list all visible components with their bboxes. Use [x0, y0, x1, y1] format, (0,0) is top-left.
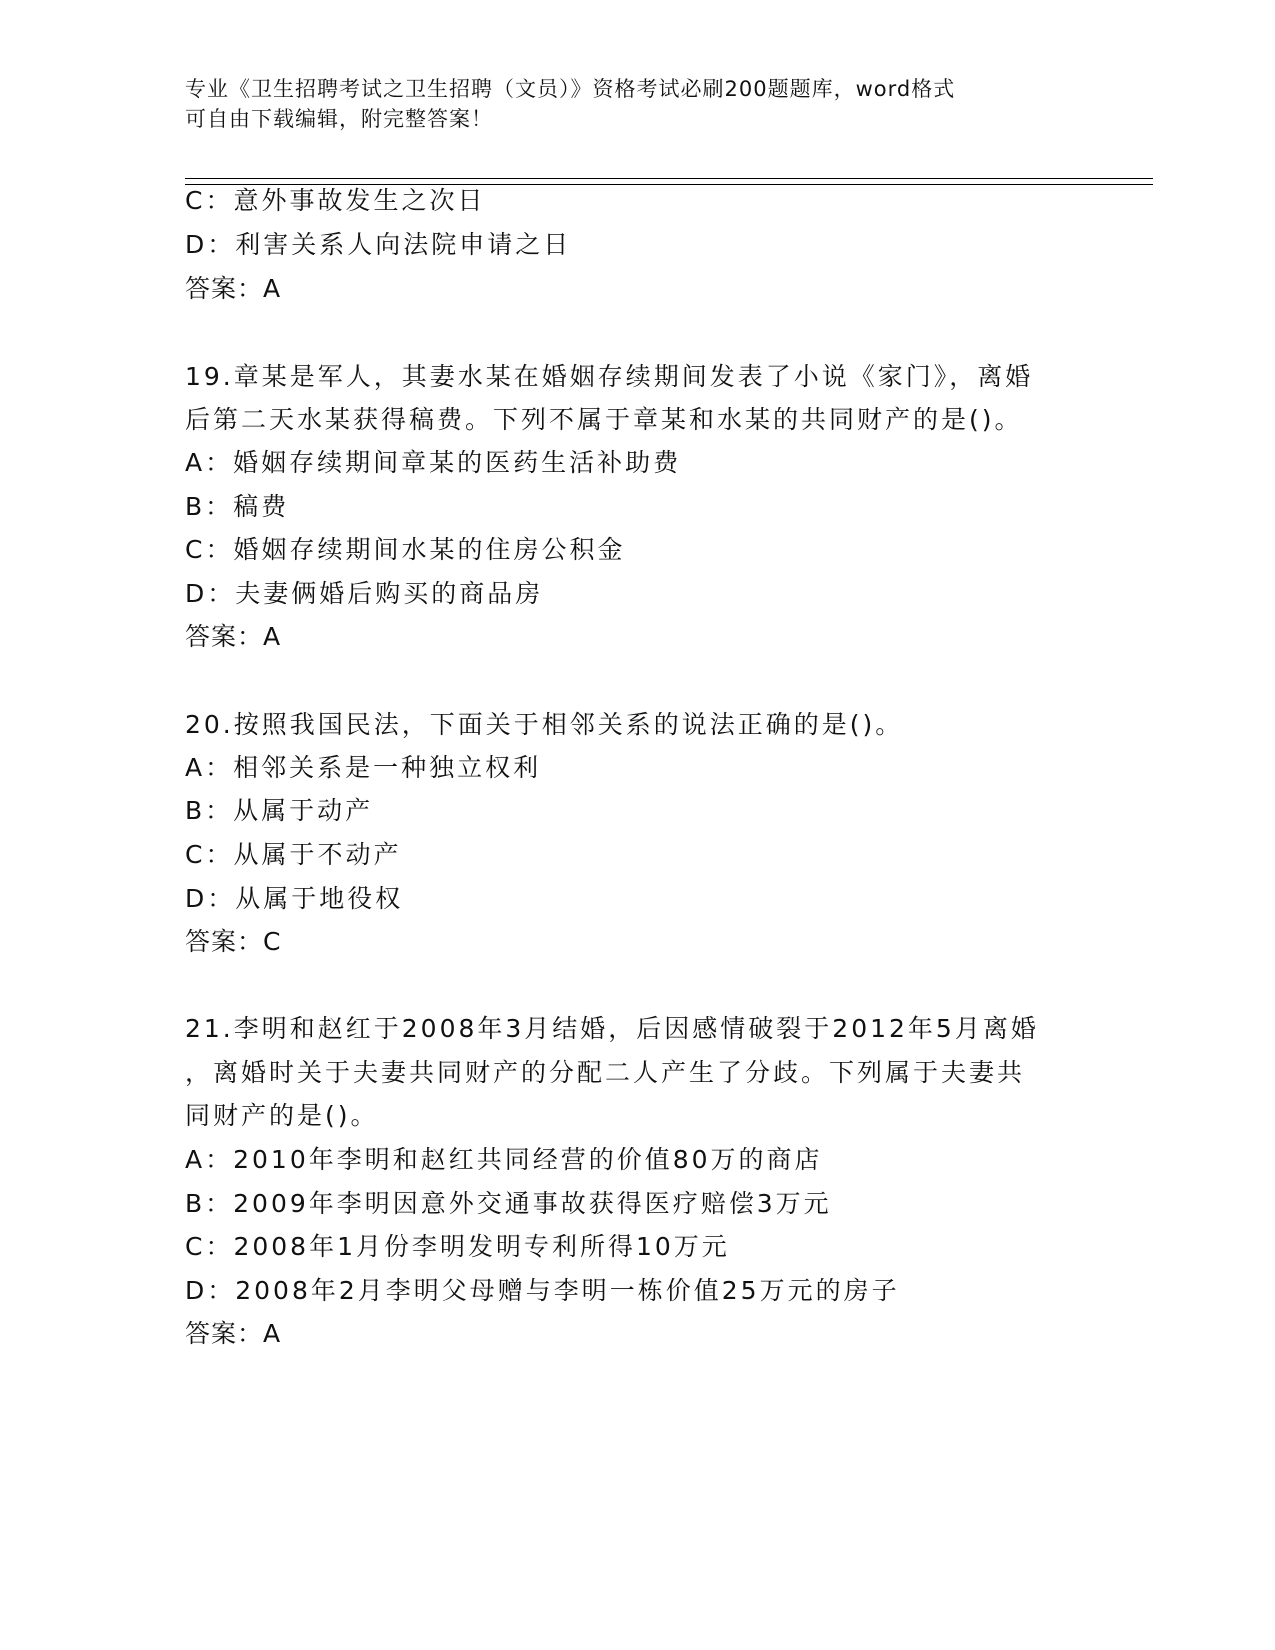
q20-option-b: B：从属于动产 [185, 796, 374, 825]
q21-answer: 答案：A [185, 1319, 282, 1348]
q19-option-c: C：婚姻存续期间水某的住房公积金 [185, 535, 626, 564]
q19-stem-line-1: 19.章某是军人，其妻水某在婚姻存续期间发表了小说《家门》，离婚 [185, 362, 1034, 391]
prev-option-c: C：意外事故发生之次日 [185, 186, 486, 215]
q21-option-a: A：2010年李明和赵红共同经营的价值80万的商店 [185, 1145, 823, 1174]
q20-option-c: C：从属于不动产 [185, 840, 402, 869]
q19-option-a: A：婚姻存续期间章某的医药生活补助费 [185, 448, 682, 477]
q19-answer: 答案：A [185, 622, 282, 651]
q20-option-d: D：从属于地役权 [185, 884, 404, 913]
header-divider-bottom [185, 184, 1153, 185]
prev-answer: 答案：A [185, 274, 282, 303]
q19-stem-line-2: 后第二天水某获得稿费。下列不属于章某和水某的共同财产的是()。 [185, 405, 1023, 434]
document-header [185, 74, 1065, 134]
q20-option-a: A：相邻关系是一种独立权利 [185, 753, 542, 782]
q21-option-b: B：2009年李明因意外交通事故获得医疗赔偿3万元 [185, 1189, 832, 1218]
q21-stem-line-3: 同财产的是()。 [185, 1101, 379, 1130]
q20-answer: 答案：C [185, 927, 282, 956]
q19-option-d: D：夫妻俩婚后购买的商品房 [185, 579, 544, 608]
q20-stem-line-1: 20.按照我国民法，下面关于相邻关系的说法正确的是()。 [185, 710, 904, 739]
q21-stem-line-1: 21.李明和赵红于2008年3月结婚，后因感情破裂于2012年5月离婚 [185, 1014, 1039, 1043]
header-line-2: 可自由下载编辑，附完整答案！ [185, 107, 493, 131]
q21-stem-line-2: ，离婚时关于夫妻共同财产的分配二人产生了分歧。下列属于夫妻共 [185, 1058, 1026, 1087]
header-line-1: 专业《卫生招聘考试之卫生招聘（文员）》资格考试必刷200题题库，word格式 [185, 77, 956, 101]
q19-option-b: B：稿费 [185, 492, 290, 521]
q21-option-d: D：2008年2月李明父母赠与李明一栋价值25万元的房子 [185, 1276, 900, 1305]
q21-option-c: C：2008年1月份李明发明专利所得10万元 [185, 1232, 730, 1261]
header-divider-top [185, 178, 1153, 179]
prev-option-d: D：利害关系人向法院申请之日 [185, 230, 572, 259]
